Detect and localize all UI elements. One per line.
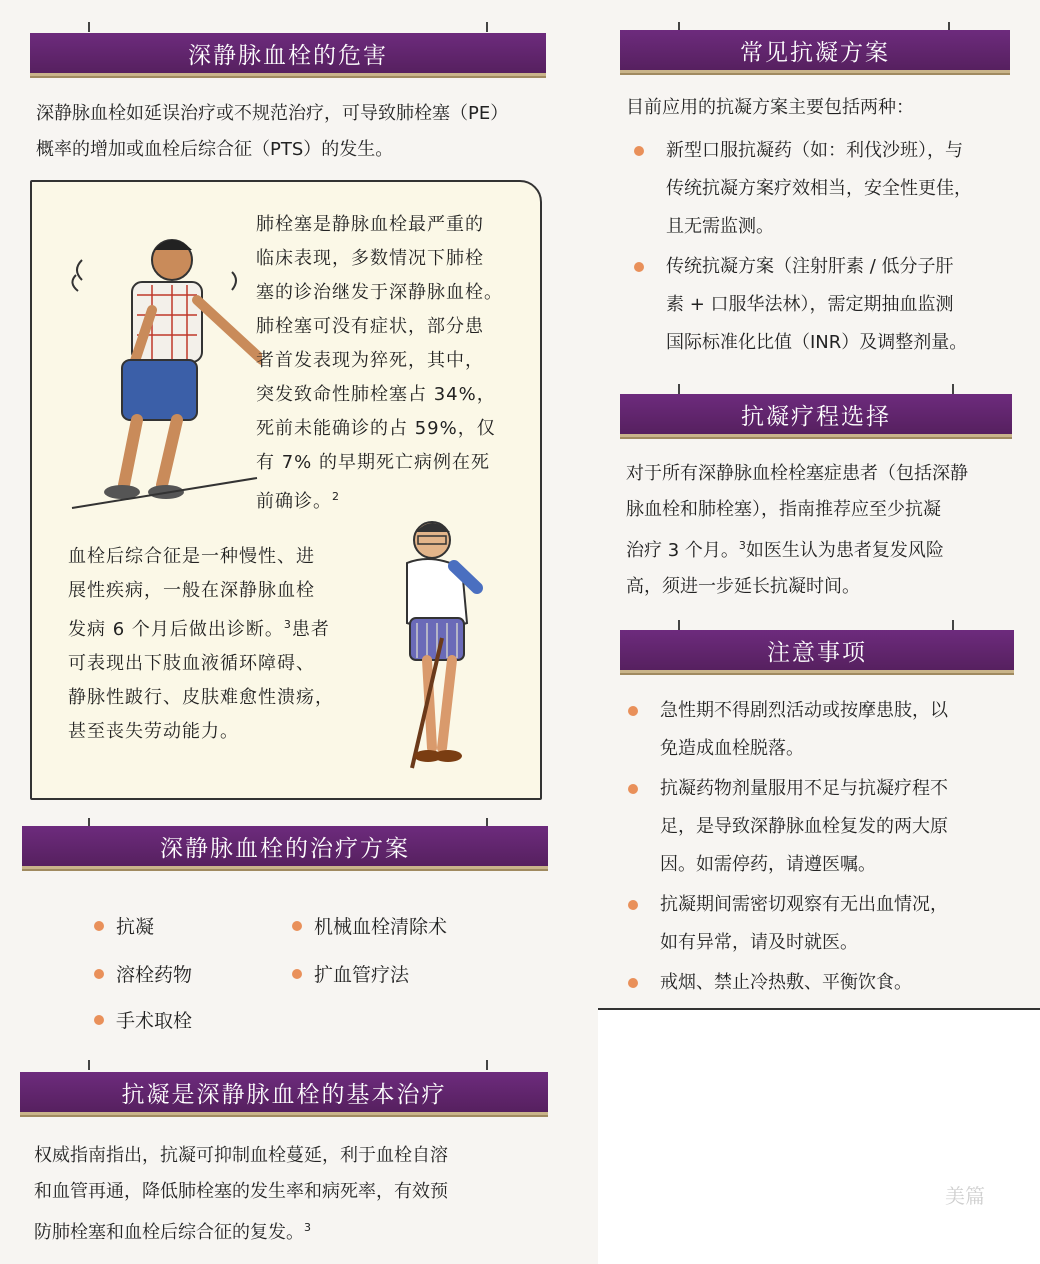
pe-line (256, 480, 526, 519)
course-line: 高，须进一步延长抗凝时间。 (626, 576, 860, 597)
bullet-dot (94, 921, 104, 931)
pe-line: 突发致命性肺栓塞占 34%， (256, 384, 496, 405)
pe-text (256, 208, 526, 519)
regimen-line: 且无需监测。 (666, 216, 774, 237)
note-line: 抗凝期间需密切观察有无出血情况， (660, 894, 948, 915)
regimen-item (626, 248, 1026, 362)
pe-line: 肺栓塞是静脉血栓最严重的 (256, 214, 484, 235)
note-line: 急性期不得剧烈活动或按摩患肢，以 (660, 700, 948, 721)
treatment-item-label: 机械血栓清除术 (314, 916, 448, 938)
anticoag-basic-text (34, 1138, 544, 1251)
treatment-item (94, 1006, 192, 1033)
note-line: 免造成血栓脱落。 (660, 738, 804, 759)
bullet-dot (292, 921, 302, 931)
pe-line: 者首发表现为猝死，其中， (256, 350, 484, 371)
notes-list (620, 692, 1030, 1004)
section-title-notes: 注意事项 (620, 630, 1014, 673)
pts-line-text: 发病 6 个月后做出诊断。 (68, 619, 284, 640)
section-title-course: 抗凝疗程选择 (620, 394, 1012, 437)
treatment-item-label: 溶栓药物 (116, 964, 193, 986)
anticoag-basic-line (34, 1210, 544, 1251)
note-item (620, 770, 1030, 884)
pts-line: 甚至丧失劳动能力。 (68, 721, 239, 742)
pe-line: 临床表现，多数情况下肺栓 (256, 248, 484, 269)
bullet-dot (94, 969, 104, 979)
pe-line-text: 前确诊。 (256, 491, 332, 512)
tick-mark (952, 384, 954, 394)
pe-line: 肺栓塞可没有症状，部分患 (256, 316, 484, 337)
treatment-options (30, 880, 530, 1040)
tick-mark (678, 620, 680, 630)
course-line (626, 528, 1026, 569)
watermark: 美篇 (945, 1184, 985, 1208)
pts-line (68, 608, 368, 647)
harm-intro-line: 概率的增加或血栓后综合征（PTS）的发生。 (36, 139, 394, 160)
tick-mark (486, 1060, 488, 1070)
treatment-item-label: 抗凝 (116, 916, 155, 938)
regimens-intro: 目前应用的抗凝方案主要包括两种： (626, 97, 914, 118)
tick-mark (678, 384, 680, 394)
pe-line: 有 7% 的早期死亡病例在死 (256, 452, 490, 473)
section-title-harm: 深静脉血栓的危害 (30, 33, 546, 76)
chest-pain-man-illustration (62, 220, 262, 510)
blank-paper-area (598, 1008, 1040, 1264)
anticoag-basic-line: 和血管再通，降低肺栓塞的发生率和病死率，有效预 (34, 1181, 448, 1202)
anticoag-basic-line-text: 防肺栓塞和血栓后综合征的复发。 (34, 1222, 304, 1243)
harm-intro (36, 96, 546, 168)
pts-line: 可表现出下肢血液循环障碍、 (68, 653, 315, 674)
course-line: 对于所有深静脉血栓栓塞症患者（包括深静 (626, 463, 968, 484)
course-line-text: 如医生认为患者复发风险 (745, 540, 944, 561)
section-title-anticoag-basic: 抗凝是深静脉血栓的基本治疗 (20, 1072, 548, 1115)
regimen-line: 素 + 口服华法林），需定期抽血监测 (666, 294, 954, 315)
tick-mark (88, 1060, 90, 1070)
reference-marker: 3 (304, 1221, 311, 1234)
regimen-line: 传统抗凝方案（注射肝素 / 低分子肝 (666, 256, 954, 277)
harm-illustration-box (30, 180, 542, 800)
bullet-dot (94, 1015, 104, 1025)
reference-marker: 3 (738, 539, 746, 552)
note-line: 如有异常，请及时就医。 (660, 932, 858, 953)
pts-line: 静脉性跛行、皮肤难愈性溃疡， (68, 687, 334, 708)
pe-line: 塞的诊治继发于深静脉血栓。 (256, 282, 503, 303)
treatment-item-label: 手术取栓 (116, 1010, 193, 1032)
course-text (626, 456, 1026, 605)
note-line: 因。如需停药，请遵医嘱。 (660, 854, 876, 875)
harm-intro-line: 深静脉血栓如延误治疗或不规范治疗，可导致肺栓塞（PE） (36, 103, 509, 124)
treatment-item (94, 960, 192, 987)
regimen-line: 国际标准化比值（INR）及调整剂量。 (666, 332, 968, 353)
regimen-line: 新型口服抗凝药（如：利伐沙班），与 (666, 140, 963, 161)
pts-text (68, 540, 368, 749)
pts-line: 血栓后综合征是一种慢性、进 (68, 546, 315, 567)
treatment-item (94, 912, 154, 939)
bullet-dot (292, 969, 302, 979)
treatment-item (292, 960, 409, 987)
pts-line-text: 患者 (291, 619, 330, 640)
cane-man-illustration (382, 518, 502, 778)
section-title-regimens: 常见抗凝方案 (620, 30, 1010, 73)
note-item (620, 692, 1030, 768)
regimen-item (626, 132, 1026, 246)
course-line: 脉血栓和肺栓塞），指南推荐应至少抗凝 (626, 499, 941, 520)
note-line: 戒烟、禁止冷热敷、平衡饮食。 (660, 972, 912, 993)
regimen-line: 传统抗凝方案疗效相当，安全性更佳， (666, 178, 972, 199)
treatment-item (292, 912, 447, 939)
pe-line: 死前未能确诊的占 59%，仅 (256, 418, 496, 439)
tick-mark (486, 22, 488, 32)
note-item (620, 886, 1030, 962)
tick-mark (88, 22, 90, 32)
note-item (620, 964, 1030, 1002)
note-line: 抗凝药物剂量服用不足与抗凝疗程不 (660, 778, 948, 799)
reference-marker: 2 (332, 490, 340, 503)
anticoag-basic-line: 权威指南指出，抗凝可抑制血栓蔓延，利于血栓自溶 (34, 1145, 448, 1166)
tick-mark (952, 620, 954, 630)
course-line-text: 治疗 3 个月。 (626, 540, 739, 561)
pts-line: 展性疾病，一般在深静脉血栓 (68, 580, 315, 601)
reference-marker: 3 (283, 618, 292, 631)
regimens-list (626, 132, 1026, 364)
section-title-treatment: 深静脉血栓的治疗方案 (22, 826, 548, 869)
treatment-item-label: 扩血管疗法 (314, 964, 410, 986)
note-line: 足，是导致深静脉血栓复发的两大原 (660, 816, 948, 837)
